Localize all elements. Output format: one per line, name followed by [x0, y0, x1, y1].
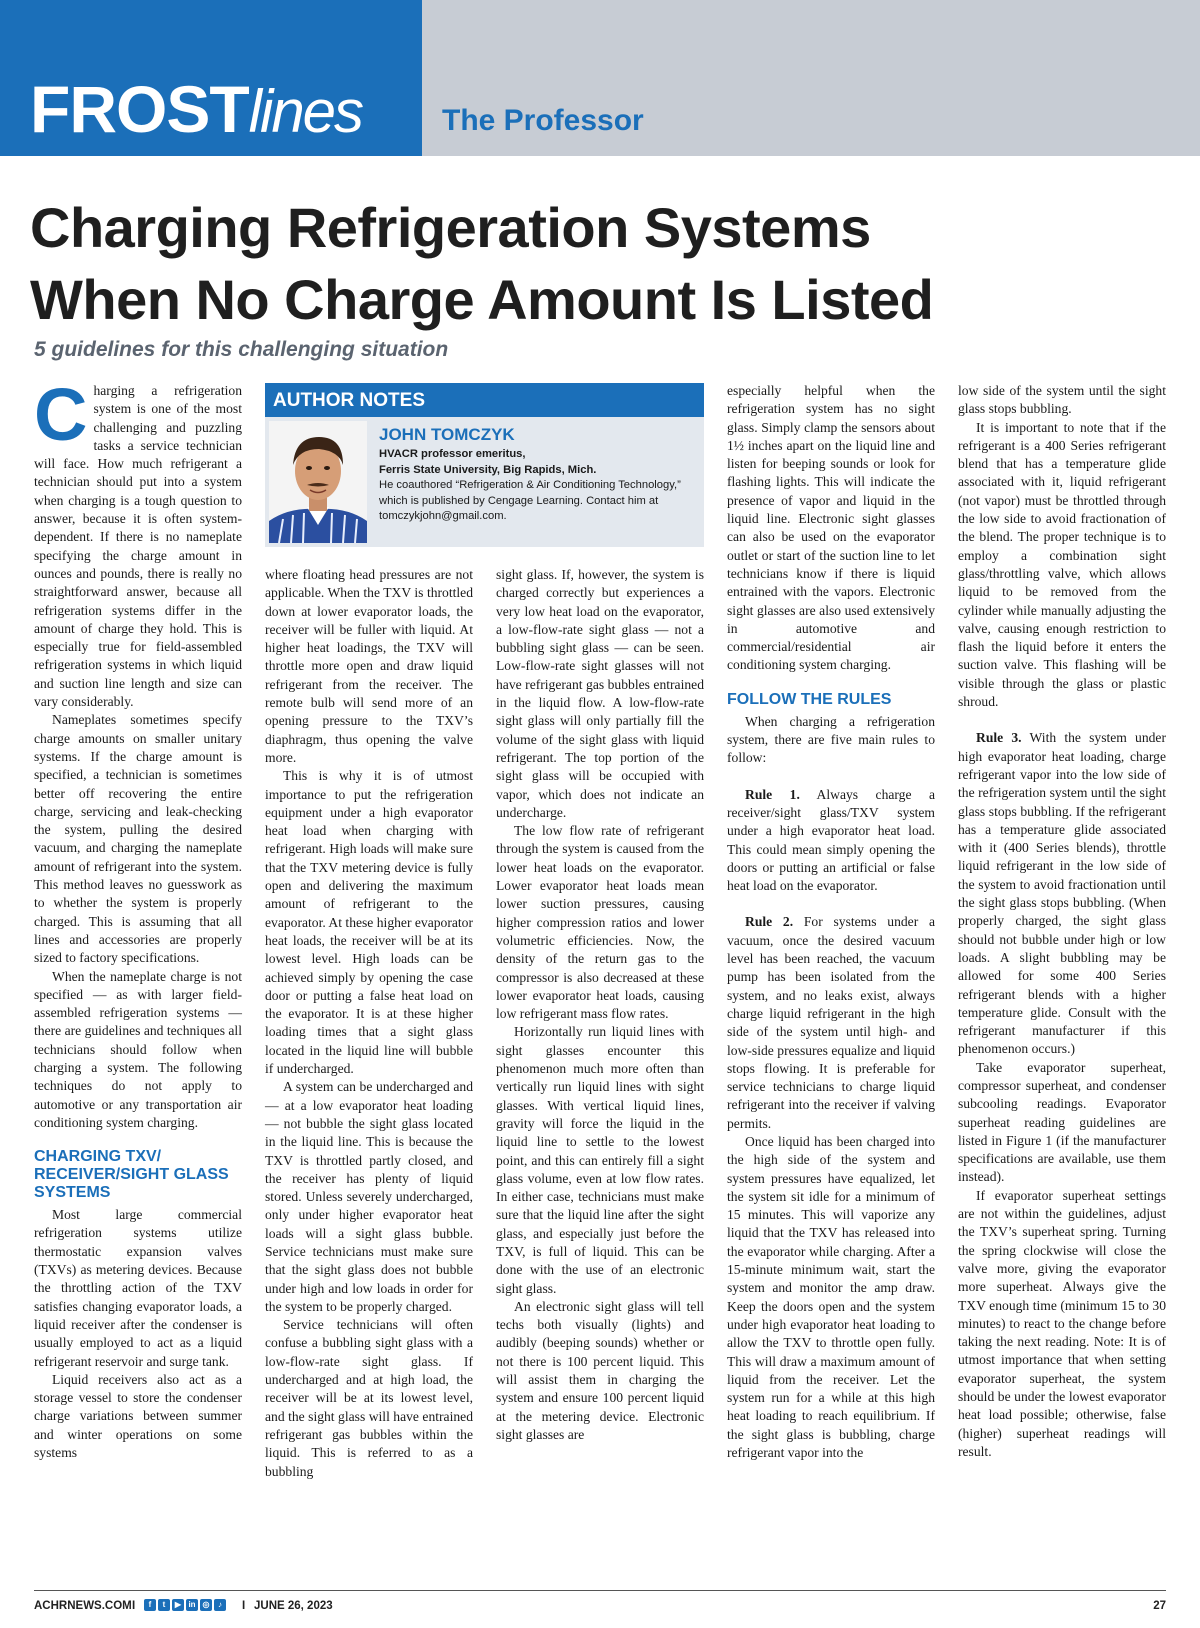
author-notes-box — [265, 383, 704, 547]
author-notes-title: AUTHOR NOTES — [273, 390, 425, 411]
author-name: JOHN TOMCZYK — [379, 425, 515, 444]
rule-1-label: Rule 1. — [745, 786, 800, 802]
paragraph: When the nameplate charge is not specified — as with larger field-assembled refrigeration systems — there are guidelines and techniques all technicians should follow when charging a system. The following techniques do not apply to automotive or any transportation air conditioning system charging. — [34, 968, 242, 1130]
paragraph: A system can be undercharged and — at a low evaporator heat loading — not bubble the sight glass located in the liquid line. This is because the TXV is throttled partly closed, and the receiver has plenty of liquid stored. Unless severely undercharged, only under higher evaporator heat loads will a sight glass bubble. Service technicians must make sure that the sight glass does not bubble under high and low loads in order for the system to be properly charged. — [265, 1079, 473, 1314]
paragraph: Liquid receivers also act as a storage vessel to store the condenser charge variations between summer and winter operations on some systems — [34, 1371, 242, 1461]
article-headline — [30, 192, 1170, 336]
paragraph: This is why it is of utmost importance to put the refrigeration equipment under a high evaporator heat load when charging with refrigerant. High loads will make sure that the TXV metering device is fully open and delivering the maximum amount of refrigerant to the evaporator. At these higher evaporator heat loads, the receiver will be at its lowest level. High loads can be achieved simply by opening the case door or putting a false heat load on the evaporator. It is at these higher loading times that a sight glass located in the liquid line will bubble if undercharged. — [265, 768, 473, 1077]
paragraph: Horizontally run liquid lines with sight glasses encounter this phenomenon much more often than vertically run liquid lines with sight glasses. With vertical liquid lines, gravity will force the liquid in the liquid line to settle to the lowest point, and this can entirely fill a sight glass volume, even at low flow rates. In either case, technicians must make sure that the liquid line after the sight glass, and especially just before the TXV, is full of liquid. This can be done with the use of an electronic sight glass. — [496, 1024, 704, 1296]
article-subhead: 5 guidelines for this challenging situation — [34, 338, 449, 361]
paragraph: Nameplates sometimes specify charge amounts on smaller unitary systems. If the charge amount is specified, a technician is sometimes better off recovering the entire charge, servicing and leak-checking the system, pulling the desired vacuum, and charging the nameplate amount of refrigerant into the system. This method leaves no guesswork as to whether the system is properly charged. This is assuming that all lines and accessories are properly sized to factory specifications. — [34, 712, 242, 966]
paragraph: When charging a refrigeration system, there are five main rules to follow: — [727, 713, 935, 766]
paragraph: Service technicians will often confuse a bubbling sight glass with a low-flow-rate sight glass. If undercharged and at high load, the receiver will be at its lowest level, and the sight glass will have entrained refrigerant gas bubbles within the liquid. This is referred to as a bubbling — [265, 1317, 473, 1479]
twitter-icon[interactable]: t — [158, 1599, 170, 1611]
column-5 — [958, 382, 1166, 1461]
footer-site[interactable]: ACHRNEWS.COM — [34, 1600, 132, 1612]
youtube-icon[interactable]: ▶ — [172, 1599, 184, 1611]
paragraph: especially helpful when the refrigeration system has no sight glass. Simply clamp the sensors about 1½ inches apart on the liquid line and listen for beeping sounds or look for flashing lights. This will indicate the presence of vapor and liquid in the liquid line. Electronic sight glasses can also be used on the evaporator outlet or start of the suction line to let technicians know if there is liquid entrained with the vapors. Electronic sight glasses are also used extensively in automotive and commercial/residential air conditioning system charging. — [727, 383, 935, 673]
page-number: 27 — [1153, 1600, 1166, 1612]
footer-separator: I — [132, 1600, 136, 1612]
author-portrait — [269, 421, 367, 543]
paragraph: It is important to note that if the refrigerant is a 400 Series refrigerant blend that has a temperature glide associated with it, liquid refrigerant (not vapor) must be throttled through the low side to avoid fractionation of the blend. The proper technique is to employ a combination sight glass/throttling valve, which allows liquid to be removed from the cylinder while manually adjusting the valve, causing enough restriction to flash the liquid before it enters the suction valve. This flashing will be visible through the glass or plastic shroud. — [958, 419, 1166, 710]
column-2 — [265, 566, 473, 1481]
paragraph: where floating head pressures are not applicable. When the TXV is throttled down at lower evaporator loads, the receiver will be fuller with liquid. At higher heat loadings, the TXV will throttle more open and draw liquid refrigerant from the receiver. The remote bulb will send more of an opening pressure to the TXV’s diaphragm, thus opening the valve more. — [265, 567, 473, 765]
paragraph: Once liquid has been charged into the high side of the system and system pressures have equalized, let the system sit idle for a minimum of 15 minutes. This will vaporize any liquid that the TXV has released into the evaporator while charging. After a 15-minute minimum wait, start the system and monitor the amp draw. Keep the doors open and the system under high evaporator heat loading to allow the TXV to throttle open fully. This will draw a maximum amount of liquid from the receiver. Let the system run for a while at this high heat loading to reach equilibrium. If the sight glass is bubbling, charge refrigerant vapor into the — [727, 1133, 935, 1461]
author-bio — [379, 447, 699, 525]
paragraph: Most large commercial refrigeration systems utilize thermostatic expansion valves (TXVs) as metering devices. Because the throttling action of the TXV satisfies changing evaporator loads, a liquid receiver after the condenser is usually employed to act as a liquid refrigerant reservoir and surge tank. — [34, 1207, 242, 1369]
paragraph: Charging a refrigeration system is one of the most challenging and puzzling tasks a service technician will face. How much refrigerant a technician should put into a system when charging is a tough question to answer, because it is often system-dependent. If there is no nameplate specifying the charge amount in ounces and pounds, there is really no straightforward answer, because all refrigeration systems differ in the amount of charge they hold. This is especially true for field-assembled refrigeration systems in which liquid and suction line length and size can vary considerably. — [34, 373, 242, 710]
footer-separator: I — [242, 1600, 246, 1612]
facebook-icon[interactable]: f — [144, 1599, 156, 1611]
instagram-icon[interactable]: ◎ — [200, 1599, 212, 1611]
drop-cap: C — [34, 373, 88, 456]
footer-rule — [34, 1590, 1166, 1591]
tiktok-icon[interactable]: ♪ — [214, 1599, 226, 1611]
author-title-line: HVACR professor emeritus, — [379, 448, 526, 460]
paragraph: If evaporator superheat settings are not within the guidelines, adjust the TXV’s superheat spring. Turning the spring clockwise will close the valve more, giving the evaporator more superheat. Always give the TXV enough time (minimum 15 to 30 minutes) to react to the change before taking the next reading. Note: It is of utmost importance that when setting evaporator superheat, the system should be under the lowest evaporator heat load possible; otherwise, false (higher) superheat readings will result. — [958, 1187, 1166, 1459]
subheading-charging-txv: CHARGING TXV/ RECEIVER/SIGHT GLASS SYSTEMS — [34, 1148, 229, 1202]
rule-2-label: Rule 2. — [745, 914, 794, 930]
rule-3-paragraph: Rule 3. With the system under high evaporator heat loading, charge refrigerant vapor into the low side of the refrigeration system until the sight glass stops bubbling. If the refrigerant has a temperature glide associated with it (400 Series blends), throttle liquid refrigerant in the low side of the system to avoid fractionation until the sight glass stops bubbling. (When properly charged, the sight glass should not bubble under high or low loads. A slight bubbling may be allowed for some 400 Series refrigerant blends with a higher temperature glide. Consult with the refrigerant manufacturer if this phenomenon occurs.) — [958, 730, 1166, 1057]
headline-line-1: Charging Refrigeration Systems — [30, 196, 871, 259]
paragraph: An electronic sight glass will tell techs both visually (lights) and audibly (beeping sounds) whether or not there is 100 percent liquid. This will assist them in charging the system and ensure 100 percent liquid at the metering device. Electronic sight glasses are — [496, 1298, 704, 1442]
subheading-follow-the-rules: FOLLOW THE RULES — [727, 690, 892, 708]
social-icons — [144, 1599, 226, 1611]
column-1 — [34, 373, 242, 1462]
headline-line-2: When No Charge Amount Is Listed — [30, 268, 934, 331]
column-3 — [496, 566, 704, 1444]
section-name: The Professor — [442, 104, 644, 137]
paragraph: low side of the system until the sight glass stops bubbling. — [958, 383, 1166, 417]
rule-1-paragraph: Rule 1. Always charge a receiver/sight glass/TXV system under a high evaporator heat load. This could mean simply opening the doors or putting an artificial or false heat load on the evaporator. — [727, 786, 935, 894]
linkedin-icon[interactable]: in — [186, 1599, 198, 1611]
page-footer — [34, 1598, 1166, 1618]
column-4 — [727, 382, 935, 1462]
author-affiliation: Ferris State University, Big Rapids, Mich. — [379, 463, 597, 476]
rule-2-paragraph: Rule 2. For systems under a vacuum, once the desired vacuum level has been reached, the vacuum pump has been isolated from the system, and no leaks exist, always charge liquid refrigerant in the high side of the system until high- and low-side pressures equalize and liquid stops flowing. It is preferable for service technicians to charge liquid refrigerant into the receiver if valving permits. — [727, 914, 936, 1131]
paragraph: The low flow rate of refrigerant through the system is caused from the lower heat loads on the evaporator. Lower evaporator heat loads mean lower suction pressures, causing higher compression ratios and lower volumetric efficiencies. Now, the density of the return gas to the compressor is also decreased at these lower evaporator heat loads, causing low refrigerant mass flow rates. — [496, 823, 704, 1022]
author-bio-text: He coauthored “Refrigeration & Air Conditioning Technology,” which is published by Cengage Learning. Contact him at tomczykjohn@gmail.com. — [379, 479, 681, 522]
frostlines-logo: FROSTlines — [30, 72, 363, 146]
paragraph: Take evaporator superheat, compressor superheat, and condenser subcooling readings. Evaporator superheat reading guidelines are listed in Figure 1 (if the manufacturer specifications are available, use them instead). — [958, 1059, 1166, 1185]
paragraph: sight glass. If, however, the system is charged correctly but experiences a very low heat load on the evaporator, a low-flow-rate sight glass — not a bubbling sight glass — can be seen. Low-flow-rate sight glasses will not have refrigerant gas bubbles entrained in the liquid flow. A low-flow-rate sight glass will only partially fill the volume of the sight glass with liquid refrigerant. The top portion of the sight glass will be occupied with vapor, which does not indicate an undercharge. — [496, 567, 704, 820]
footer-date: JUNE 26, 2023 — [254, 1600, 333, 1612]
rule-3-label: Rule 3. — [976, 730, 1022, 746]
